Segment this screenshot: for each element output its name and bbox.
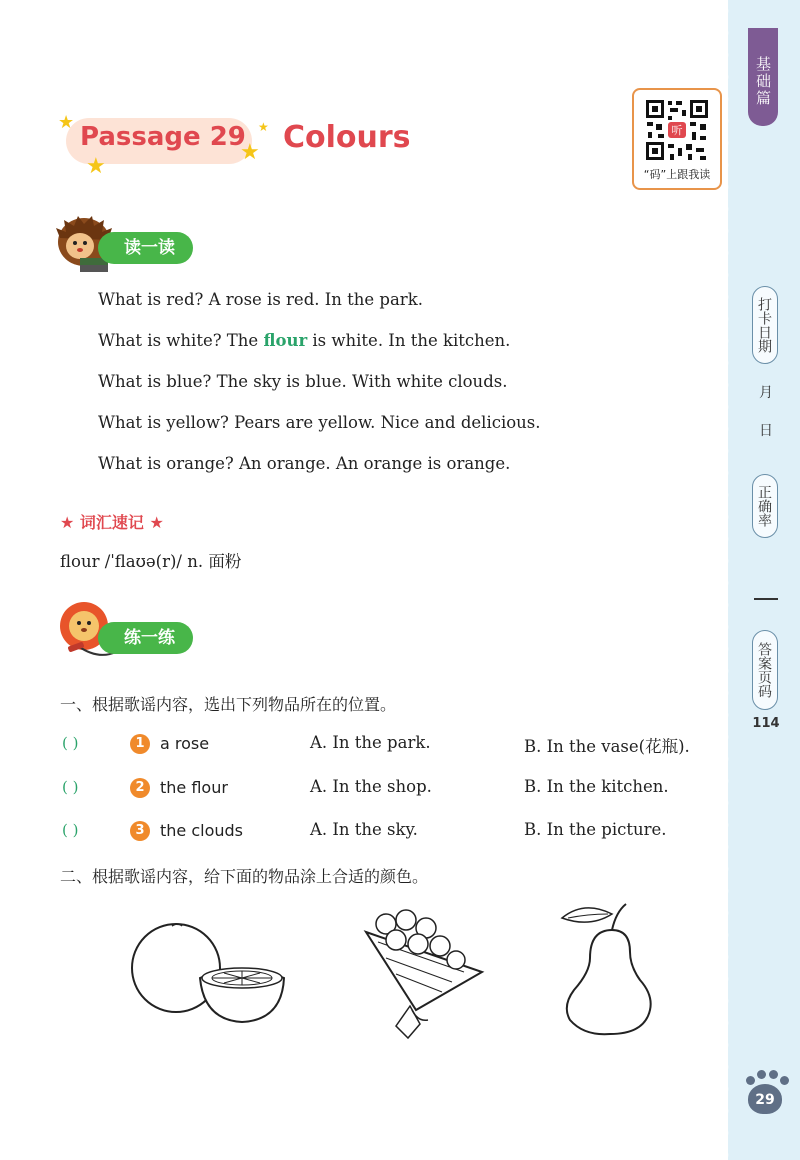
poem-line-5: What is orange? An orange. An orange is orange. bbox=[98, 454, 511, 473]
checkin-day-label: 日 bbox=[759, 423, 773, 439]
poem-line-4: What is yellow? Pears are yellow. Nice and delicious. bbox=[98, 413, 541, 432]
option-a-3: A. In the sky. bbox=[310, 820, 418, 839]
vocab-entry: flour /ˈflaʊə(r)/ n. 面粉 bbox=[60, 552, 242, 571]
poem-line-3: What is blue? The sky is blue. With white clouds. bbox=[98, 372, 508, 391]
qr-code-box[interactable] bbox=[632, 88, 722, 190]
practice-section-label: 练一练 bbox=[98, 622, 193, 654]
accuracy-label: 正确率 bbox=[752, 474, 778, 538]
sidebar-tab-basics: 基础篇 bbox=[748, 28, 778, 126]
part2-instruction: 二、根据歌谣内容，给下面的物品涂上合适的颜色。 bbox=[60, 867, 429, 886]
passage-number: Passage 29 bbox=[80, 122, 246, 152]
read-section-label: 读一读 bbox=[98, 232, 193, 264]
poem-line-1: What is red? A rose is red. In the park. bbox=[98, 290, 423, 309]
paw-toe-icon bbox=[757, 1070, 766, 1079]
qr-caption: “码”上跟我读 bbox=[643, 168, 711, 181]
checkin-date-label: 打卡日期 bbox=[752, 286, 778, 364]
paw-toe-icon bbox=[780, 1076, 789, 1085]
orange-drawing[interactable] bbox=[128, 916, 288, 1028]
answer-blank-3[interactable]: ( ) bbox=[62, 821, 79, 839]
answer-page-label: 答案页码 bbox=[752, 630, 778, 710]
answer-blank-1[interactable]: ( ) bbox=[62, 734, 79, 752]
sidebar-strip bbox=[728, 0, 800, 1160]
paw-toe-icon bbox=[746, 1076, 755, 1085]
pear-drawing[interactable] bbox=[560, 900, 656, 1036]
svg-text:听: 听 bbox=[671, 124, 683, 137]
paw-toe-icon bbox=[769, 1070, 778, 1079]
checkin-month-label: 月 bbox=[759, 385, 773, 401]
question-number-1: 1 bbox=[130, 734, 150, 754]
option-b-3: B. In the picture. bbox=[524, 820, 667, 839]
vocab-heading: ★ 词汇速记 ★ bbox=[60, 513, 164, 532]
star-icon: ★ bbox=[86, 154, 106, 179]
option-b-2: B. In the kitchen. bbox=[524, 777, 669, 796]
qr-code-icon bbox=[644, 98, 710, 162]
option-a-1: A. In the park. bbox=[310, 733, 431, 752]
star-icon: ★ bbox=[258, 120, 269, 134]
sidebar-scalloped-edge bbox=[720, 0, 738, 1160]
option-b-1: B. In the vase(花瓶). bbox=[524, 737, 690, 756]
answer-blank-2[interactable]: ( ) bbox=[62, 778, 79, 796]
question-number-3: 3 bbox=[130, 821, 150, 841]
bouquet-of-roses-drawing[interactable] bbox=[356, 902, 490, 1042]
question-item-2: the flour bbox=[160, 778, 228, 797]
answer-page-number: 114 bbox=[752, 716, 780, 731]
option-a-2: A. In the shop. bbox=[310, 777, 432, 796]
question-item-1: a rose bbox=[160, 734, 210, 753]
highlighted-word-flour: flour bbox=[263, 331, 308, 350]
question-number-2: 2 bbox=[130, 778, 150, 798]
poem-line-2: What is white? The flour is white. In the kitchen. bbox=[98, 331, 511, 350]
page-number: 29 bbox=[748, 1084, 782, 1114]
question-item-3: the clouds bbox=[160, 821, 244, 840]
part1-instruction: 一、根据歌谣内容，选出下列物品所在的位置。 bbox=[60, 695, 397, 714]
page-title: Colours bbox=[283, 120, 411, 155]
star-icon: ★ bbox=[240, 140, 260, 165]
accuracy-blank-line bbox=[754, 598, 778, 600]
star-icon: ★ bbox=[58, 112, 75, 133]
